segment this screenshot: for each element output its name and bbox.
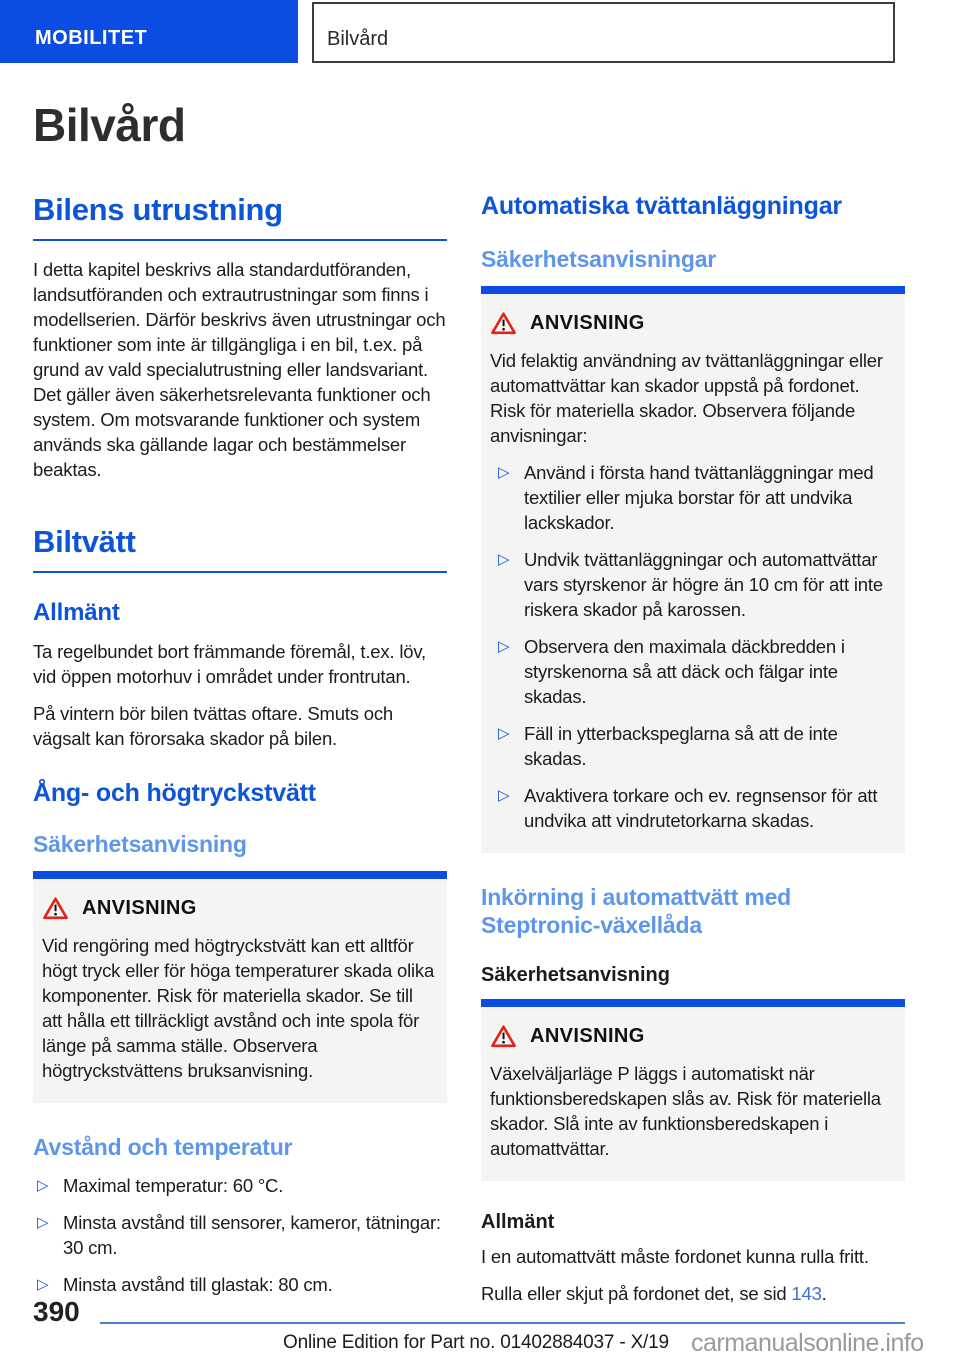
list-item xyxy=(33,1173,447,1198)
triangle-bullet-icon: ▷ xyxy=(37,1177,49,1195)
list-item xyxy=(490,547,893,622)
chapter-tab xyxy=(0,0,298,63)
list-item xyxy=(490,783,893,833)
subheading-sakerhetsanvisning-right: Säkerhetsanvisning xyxy=(481,963,670,986)
paragraph-automattvatt-1: I en automattvätt måste fordonet kunna rulla fritt. xyxy=(481,1245,869,1267)
section-heading-biltvatt: Biltvätt xyxy=(33,524,447,573)
bullet-text: Avaktivera torkare och ev. regnsensor för att undvika att vindrutetorkarna skadas. xyxy=(524,784,878,831)
triangle-bullet-icon: ▷ xyxy=(498,724,510,742)
paragraph-text: . xyxy=(821,1282,827,1304)
warning-block-tvattanlaggningar xyxy=(481,286,905,853)
subheading-ang-hogtryckstvatt: Ång- och högtryckstvätt xyxy=(33,779,316,807)
footer-divider xyxy=(100,1322,905,1324)
triangle-bullet-icon: ▷ xyxy=(498,637,510,655)
warning-label: ANVISNING xyxy=(530,1024,645,1047)
warning-header xyxy=(42,896,435,921)
warning-block-steptronic xyxy=(481,999,905,1181)
bullet-text: Undvik tvättanläggningar och automattvättar vars styrskenor är högre än 10 cm för att inte riskera skador på karossen. xyxy=(524,548,883,620)
bullet-text: Observera den maximala däckbredden i styrskenorna så att däck och fälgar inte skadas. xyxy=(524,635,845,707)
warning-triangle-icon xyxy=(490,1024,517,1049)
warning-accent-bar xyxy=(33,871,447,879)
subheading-automatiska-tvattanlaggningar: Automatiska tvättanläggningar xyxy=(481,192,842,220)
warning-triangle-icon xyxy=(42,896,69,921)
triangle-bullet-icon: ▷ xyxy=(498,463,510,481)
left-column xyxy=(33,192,447,1297)
warning-triangle-icon xyxy=(490,311,517,336)
warning-label: ANVISNING xyxy=(82,896,197,919)
triangle-bullet-icon: ▷ xyxy=(498,550,510,568)
subheading-allmant-right: Allmänt xyxy=(481,1210,555,1233)
subheading-sakerhetsanvisningar: Säkerhetsanvisningar xyxy=(481,246,717,272)
warning-text-steptronic: Växelväljarläge P läggs i automatiskt när funktionsberedskapen slås av. Risk för materiella skador. Slå inte av funktionsberedskapen i automattvättar. xyxy=(490,1062,881,1159)
triangle-bullet-icon: ▷ xyxy=(498,786,510,804)
subheading-sakerhetsanvisning-left: Säkerhetsanvisning xyxy=(33,831,247,857)
watermark: carmanualsonline.info xyxy=(691,1329,924,1357)
warning-intro-text: Vid felaktig användning av tvättanläggningar eller automattvättar kan skador uppstå på fordonet. Risk för materiella skador. Observera följande anvisningar: xyxy=(490,349,883,446)
page-link-143[interactable]: 143 xyxy=(791,1282,822,1304)
page-number: 390 xyxy=(33,1296,80,1327)
section-heading-bilens-utrustning: Bilens utrustning xyxy=(33,192,447,241)
bullet-text: Maximal temperatur: 60 °C. xyxy=(63,1175,284,1197)
right-column xyxy=(481,192,905,1306)
warning-accent-bar xyxy=(481,286,905,294)
bullet-text: Använd i första hand tvättanläggningar med textilier eller mjuka borstar för att undvika lackskador. xyxy=(524,461,874,533)
paragraph-allmant-1: Ta regelbundet bort främmande föremål, t.ex. löv, vid öppen motorhuv i området under frontrutan. xyxy=(33,641,426,687)
list-item xyxy=(490,721,893,771)
list-item xyxy=(490,634,893,709)
breadcrumb-box xyxy=(312,2,895,63)
list-item xyxy=(33,1210,447,1260)
subheading-inkorning-steptronic: Inkörning i automattvätt med Steptronic-växellåda xyxy=(481,883,792,939)
paragraph-text: Rulla eller skjut på fordonet det, se sid xyxy=(481,1282,792,1304)
paragraph-allmant-2: På vintern bör bilen tvättas oftare. Smuts och vägsalt kan förorsaka skador på bilen. xyxy=(33,703,393,749)
warning-text-hogtryck: Vid rengöring med högtryckstvätt kan ett alltför högt tryck eller för höga temperaturer skada olika komponenter. Risk för materiella skador. Se till att hålla ett tillräckligt avstånd och inte spola för länge på samma ställe. Observera högtryckstvättens bruksanvisning. xyxy=(42,934,435,1081)
triangle-bullet-icon: ▷ xyxy=(37,1276,49,1294)
chapter-label: MOBILITET xyxy=(35,27,148,49)
triangle-bullet-icon: ▷ xyxy=(37,1214,49,1232)
paragraph-bilens-utrustning: I detta kapitel beskrivs alla standardutföranden, landsutföranden och extrautrustningar som finns i modellserien. Därför beskrivs även utrustningar och funktioner som inte är tillgängliga i en bil, t.ex. på grund av vald specialutrustning eller landsvariant. Det gäller även säkerhetsrelevanta funktioner och system. Om motsvarande funktioner och system används ska gällande lagar och bestämmelser beaktas. xyxy=(33,259,446,480)
warning-box xyxy=(33,879,447,1103)
edition-note: Online Edition for Part no. 01402884037 - X/19 xyxy=(283,1332,669,1353)
subheading-avstand-temperatur: Avstånd och temperatur xyxy=(33,1133,293,1160)
warning-box xyxy=(481,294,905,853)
warning-label: ANVISNING xyxy=(530,311,645,334)
page-title: Bilvård xyxy=(33,99,186,151)
warning-bullet-list xyxy=(490,460,893,833)
bullet-text: Minsta avstånd till sensorer, kameror, tätningar: 30 cm. xyxy=(63,1212,441,1259)
list-item xyxy=(33,1272,447,1297)
warning-block-hogtryck xyxy=(33,871,447,1103)
warning-header xyxy=(490,1024,893,1049)
avstand-bullet-list xyxy=(33,1173,447,1297)
breadcrumb: Bilvård xyxy=(327,28,389,50)
subheading-allmant: Allmänt xyxy=(33,599,120,626)
warning-header xyxy=(490,311,893,336)
bullet-text: Minsta avstånd till glastak: 80 cm. xyxy=(63,1274,333,1296)
warning-accent-bar xyxy=(481,999,905,1007)
bullet-text: Fäll in ytterbackspeglarna så att de inte skadas. xyxy=(524,722,838,769)
list-item xyxy=(490,460,893,535)
warning-box xyxy=(481,1007,905,1181)
paragraph-automattvatt-2 xyxy=(481,1281,905,1306)
